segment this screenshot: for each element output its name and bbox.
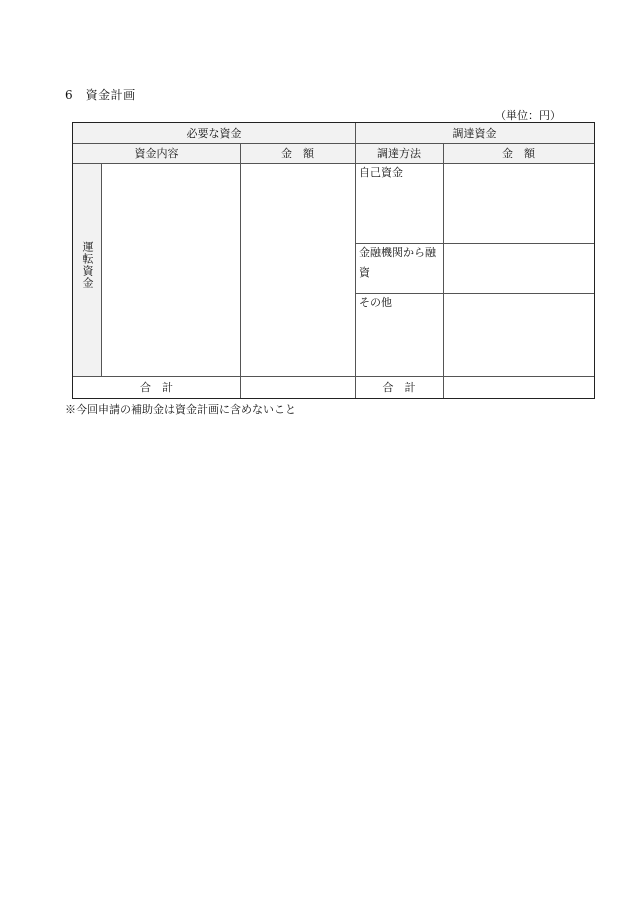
- unit-label: （単位：円）: [495, 109, 561, 122]
- grid-line: [73, 143, 594, 144]
- method-bank-loan: 金融機関から融資: [359, 246, 436, 279]
- procurement-method-header: 調達方法: [355, 143, 443, 163]
- working-capital-cell: [73, 163, 101, 376]
- procured-funds-header: 調達資金: [355, 123, 594, 143]
- funding-plan-table: [72, 122, 595, 399]
- grid-line: [240, 143, 241, 398]
- method-own-funds: 自己資金: [359, 166, 403, 179]
- bank-loan-amount-field[interactable]: [443, 243, 594, 293]
- grid-line: [443, 143, 444, 398]
- required-funds-header: 必要な資金: [73, 123, 355, 143]
- fund-content-header: 資金内容: [73, 143, 240, 163]
- method-other: その他: [359, 296, 392, 309]
- total-procured-field[interactable]: [443, 376, 594, 398]
- total-label-right: 合 計: [382, 381, 416, 394]
- amount-header-left: 金 額: [240, 143, 355, 163]
- grid-line: [355, 123, 356, 398]
- total-required-field[interactable]: [240, 376, 355, 398]
- required-amount-field[interactable]: [240, 163, 355, 376]
- grid-line: [73, 163, 594, 164]
- footnote: ※今回申請の補助金は資金計画に含めないこと: [65, 403, 296, 416]
- amount-header-right: 金 額: [443, 143, 594, 163]
- own-funds-amount-field[interactable]: [443, 163, 594, 243]
- grid-line: [355, 293, 594, 294]
- grid-line: [101, 163, 102, 376]
- grid-line: [355, 243, 594, 244]
- working-capital-label: 運転資金: [81, 241, 94, 289]
- total-label-left: 合 計: [140, 381, 173, 394]
- section-title: 6 資金計画: [65, 88, 136, 102]
- grid-line: [73, 376, 594, 377]
- other-amount-field[interactable]: [443, 293, 594, 376]
- fund-content-field[interactable]: [101, 163, 240, 376]
